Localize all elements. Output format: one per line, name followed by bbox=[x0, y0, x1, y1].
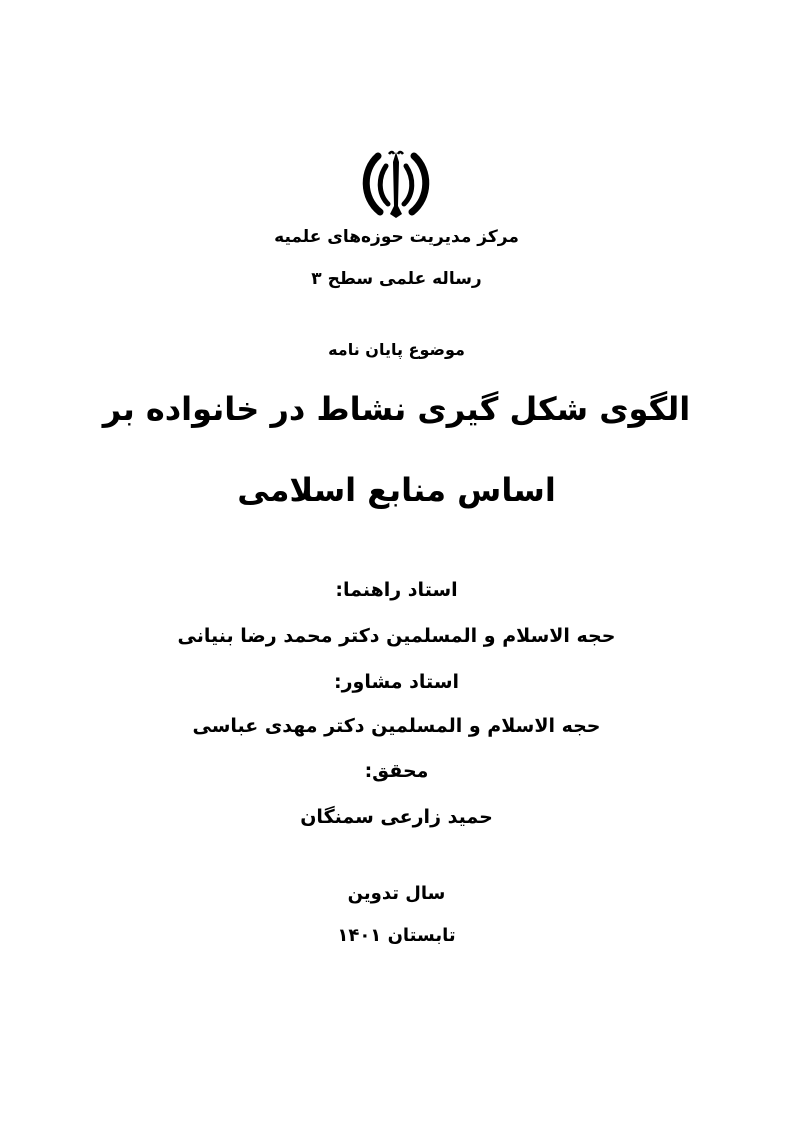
thesis-title-line-2: اساس منابع اسلامی bbox=[237, 471, 556, 509]
advisor-label: استاد راهنما: bbox=[335, 579, 458, 601]
consultant-name: حجه الاسلام و المسلمین دکتر مهدی عباسی bbox=[192, 715, 601, 737]
compilation-year-label: سال تدوین bbox=[347, 883, 446, 904]
thesis-level: رساله علمی سطح ۳ bbox=[311, 269, 482, 289]
iran-emblem-icon bbox=[358, 148, 434, 220]
compilation-date: تابستان ۱۴۰۱ bbox=[337, 925, 456, 946]
advisor-name: حجه الاسلام و المسلمین دکتر محمد رضا بنیانی bbox=[177, 625, 616, 647]
researcher-name: حمید زارعی سمنگان bbox=[300, 806, 493, 828]
consultant-label: استاد مشاور: bbox=[333, 671, 460, 693]
subject-label: موضوع پایان نامه bbox=[328, 340, 465, 359]
researcher-label: محقق: bbox=[364, 760, 429, 782]
thesis-title-line-1: الگوی شکل گیری نشاط در خانواده بر bbox=[102, 390, 691, 428]
organization-name: مرکز مدیریت حوزه‌های علمیه bbox=[274, 227, 519, 247]
